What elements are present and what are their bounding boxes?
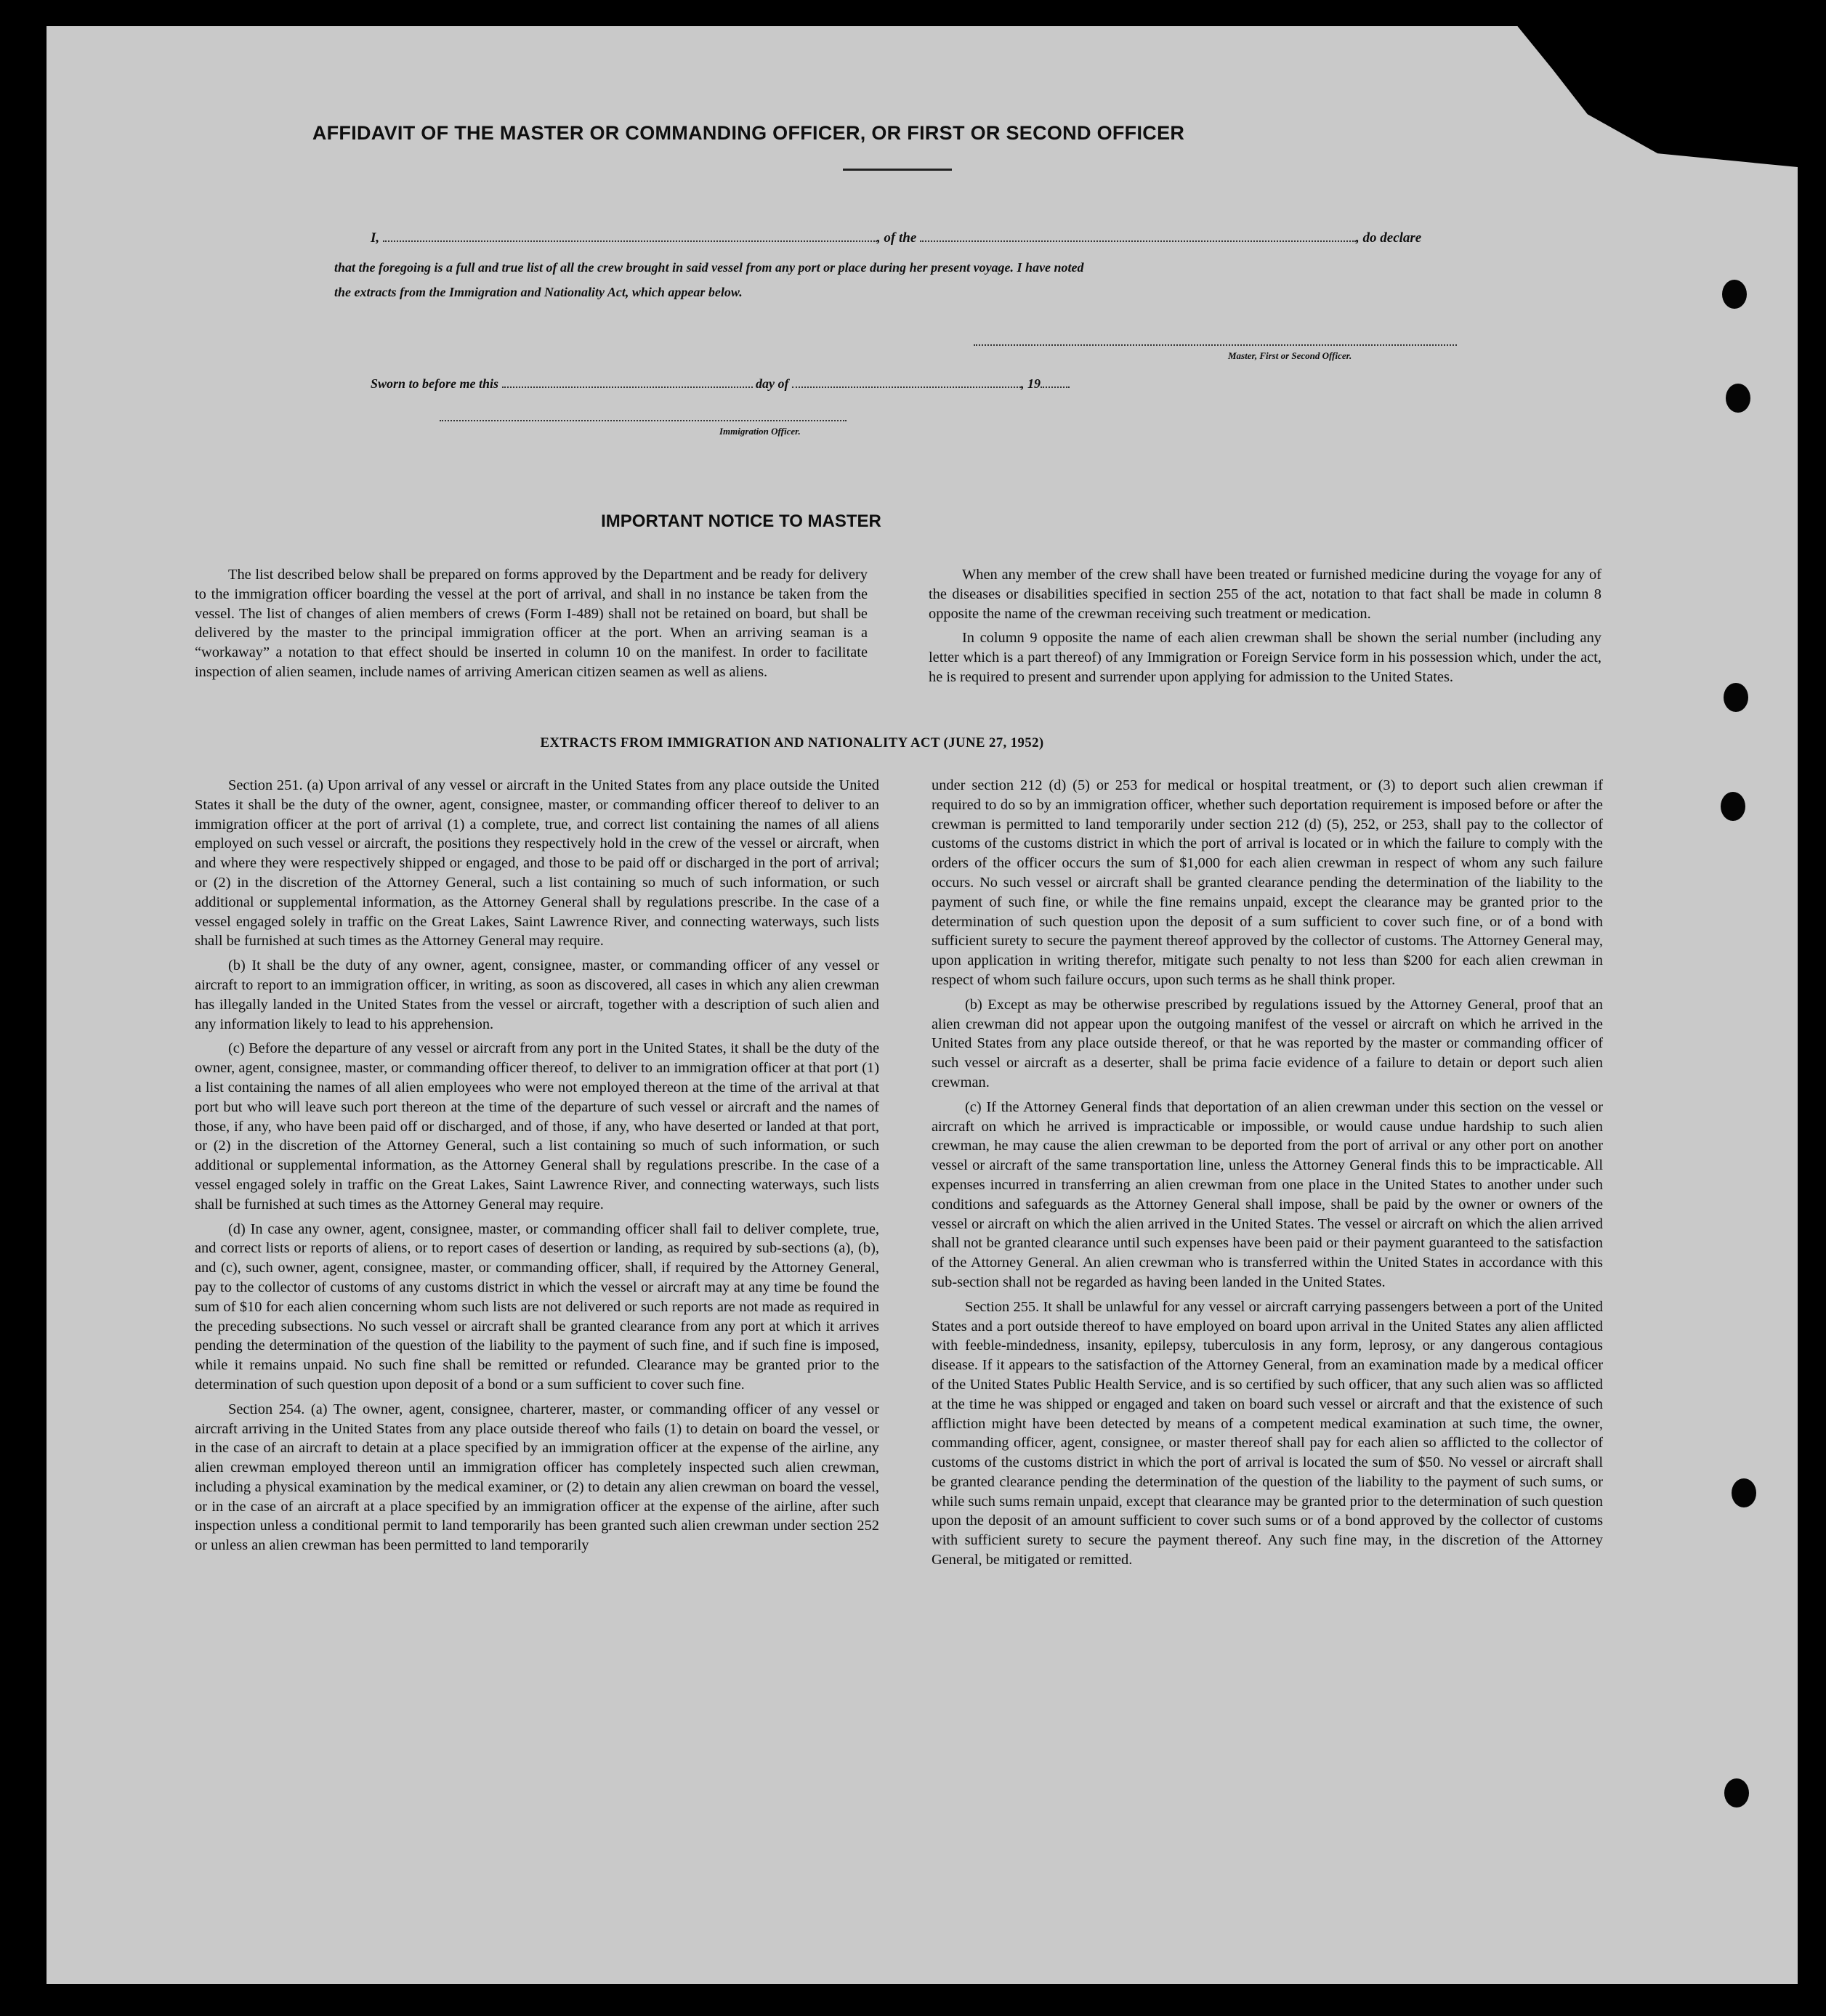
sworn-month-field[interactable] xyxy=(792,372,1021,388)
do-declare-label: , do declare xyxy=(1356,230,1422,246)
punch-hole xyxy=(1722,280,1747,309)
extracts-title: EXTRACTS FROM IMMIGRATION AND NATIONALITY ACT (JUNE 27, 1952) xyxy=(540,735,1044,750)
section-251a: Section 251. (a) Upon arrival of any vessel or aircraft in the United States from any place outside the United States it shall be the duty of the owner, agent, consignee, master, or commanding officer thereof to deliver to an immigration officer at the port of arrival (1) a complete, true, and correct list containing the names of all aliens employed on such vessel or aircraft, the positions they respectively hold in the crew of the vessel or aircraft, when and where they were respectively shipped or engaged, and those to be paid off or discharged in the port of arrival; or (2) in the discretion of the Attorney General, such a list containing so much of such information, or such additional or supplemental information, as the Attorney General shall by regulations prescribe. In the case of a vessel engaged solely in traffic on the Great Lakes, Saint Lawrence River, and connecting waterways, such lists shall be furnished at such times as the Attorney General may require. xyxy=(195,777,879,950)
notice-paragraph: In column 9 opposite the name of each alien crewman shall be shown the serial number (including any letter which is a part thereof) of any Immigration or Foreign Service form in his possession which, under the act, he is required to present and surrender upon applying for admission to the United States. xyxy=(929,630,1601,685)
notice-right-column xyxy=(929,565,1601,692)
extracts-left-column xyxy=(195,776,879,1560)
notice-paragraph: The list described below shall be prepared on forms approved by the Department and be ready for delivery to the immigration officer boarding the vessel at the port of arrival, and shall in no instance be taken from the vessel. The list of changes of alien members of crews (Form I-489) shall not be retained on board, but shall be delivered by the master to the principal immigration officer at the port. When an arriving seaman is a “workaway” a notation to that effect should be inserted in column 10 on the manifest. In order to facilitate inspection of alien seamen, include names of arriving American citizen seamen as well as aliens. xyxy=(195,567,868,680)
section-251b: (b) It shall be the duty of any owner, agent, consignee, master, or commanding officer of any vessel or aircraft to report to an immigration officer, in writing, as soon as discovered, all cases in which any alien crewman has illegally landed in the United States from the vessel or aircraft, together with a description of such alien and any information likely to lead to his apprehension. xyxy=(195,958,879,1032)
affidavit-title: AFFIDAVIT OF THE MASTER OR COMMANDING OFFICER, OR FIRST OR SECOND OFFICER xyxy=(312,122,1185,144)
section-254a: Section 254. (a) The owner, agent, consignee, charterer, master, or commanding officer of any vessel or aircraft arriving in the United States from any place outside thereof who fails (1) to detain on board the vessel, or in the case of an aircraft to detain at a place specified by an immigration officer at the expense of the airline, any alien crewman employed thereon until an immigration officer has completely inspected such alien crewman, including a physical examination by the medical examiner, or (2) to detain any alien crewman on board the vessel, or in the case of an aircraft at a place specified by an immigration officer at the expense of the airline, after such inspection unless a conditional permit to land temporarily has been granted such alien crewman under section 252 or unless an alien crewman has been permitted to land temporarily xyxy=(195,1401,879,1554)
master-signature-line[interactable] xyxy=(974,344,1457,346)
punch-hole xyxy=(1732,1478,1756,1507)
section-255: Section 255. It shall be unlawful for any vessel or aircraft carrying passengers between a port of the United States and a port outside thereof to have employed on board upon arrival in the United States any alien afflicted with feeble-mindedness, insanity, epilepsy, tuberculosis in any form, leprosy, or any dangerous contagious disease. If it appears to the satisfaction of the Attorney General, from an examination made by a medical officer of the United States Public Health Service, and is so certified by such officer, that any such alien was so afflicted at the time he was shipped or engaged and taken on board such vessel or aircraft and that the existence of such affliction might have been detected by means of a competent medical examination at such time, the owner, commanding officer, agent, consignee, or master thereof shall pay for each alien so afflicted to the collector of customs of the customs district in which the port of arrival is located the sum of $50. No vessel or aircraft shall be granted clearance pending the determination of the question of the liability to the payment of such sums, or while such sums remain unpaid, except that clearance may be granted prior to the determination of such question upon the deposit of an amount sufficient to cover such sums or of a bond approved by the collector of customs with sufficient surety to secure the payment thereof. Any such fine may, in the discretion of the Attorney General, be mitigated or remitted. xyxy=(932,1298,1603,1568)
master-label: Master, First or Second Officer. xyxy=(1228,350,1352,361)
extracts-right-column xyxy=(932,776,1603,1575)
i-label: I, xyxy=(371,230,380,246)
notice-title: IMPORTANT NOTICE TO MASTER xyxy=(601,511,881,531)
sworn-day-field[interactable] xyxy=(502,372,753,388)
immigration-officer-label: Immigration Officer. xyxy=(719,426,801,437)
declaration-text-2: the extracts from the Immigration and Nationality Act, which appear below. xyxy=(334,285,743,299)
notice-paragraph: When any member of the crew shall have been treated or furnished medicine during the voyage for any of the diseases or disabilities specified in section 255 of the act, notation to that fact shall be made in column 8 opposite the name of the crewman receiving such treatment or medication. xyxy=(929,567,1601,622)
punch-hole xyxy=(1726,384,1750,413)
section-251c: (c) Before the departure of any vessel or aircraft from any port in the United States, it shall be the duty of the owner, agent, consignee, master, or commanding officer thereof, to deliver to an immigration officer at that port (1) a list containing the names of all alien employees who were not employed thereon at the time of the arrival at that port but who will leave such port thereon at the time of the departure of such vessel or aircraft and the names of those, if any, who have been paid off or discharged, and of those, if any, who have deserted or landed at that port, or (2) in the discretion of the Attorney General, such a list containing so much of such information, or such additional or supplemental information, as the Attorney General shall by regulations prescribe. In the case of a vessel engaged solely in traffic on the Great Lakes, Saint Lawrence River, and connecting waterways, such lists shall be furnished at such times as the Attorney General may require. xyxy=(195,1040,879,1213)
vessel-name-field[interactable] xyxy=(920,226,1356,242)
declaration-name-line xyxy=(371,225,1461,251)
immigration-officer-signature-line[interactable] xyxy=(440,420,847,421)
day-of-label: day of xyxy=(756,376,789,391)
sworn-year-field[interactable] xyxy=(1041,372,1070,388)
section-254c: (c) If the Attorney General finds that deportation of an alien crewman under this section on the vessel or aircraft on which he arrived is impracticable or impossible, or would cause undue hardship to such alien crewman, he may cause the alien crewman to be deported from the port of arrival or any other port on another vessel or aircraft of the same transportation line, unless the Attorney General finds this to be impracticable. All expenses incurred in transferring an alien crewman from one place in the United States to another under such conditions and safeguards as the Attorney General shall impose, shall be paid by the owner or owners of the vessel or aircraft on which the alien arrived in the United States. The vessel or aircraft on which the alien arrived shall not be granted clearance until such expenses have been paid or their payment guaranteed to the satisfaction of the Attorney General. An alien crewman who is transferred within the United States in accordance with this sub-section shall not be regarded as having been landed in the United States. xyxy=(932,1098,1603,1290)
punch-hole xyxy=(1724,683,1748,712)
punch-hole xyxy=(1721,792,1745,821)
section-251d: (d) In case any owner, agent, consignee, master, or commanding officer shall fail to deliver complete, true, and correct lists or reports of aliens, or to report cases of desertion or landing, as required by sub-sections (a), (b), and (c), such owner, agent, consignee, master, or commanding officer, shall, if required by the Attorney General, pay to the collector of customs of any customs district in which the vessel or aircraft may at any time be found the sum of $10 for each alien concerning whom such lists are not delivered or such reports are not made as required in the preceding subsections. No such vessel or aircraft shall be granted clearance from any port at which it arrives pending the determination of the question of the liability to the payment of such fine, and if such fine is imposed, while it remains unpaid. No such fine shall be remitted or refunded. Clearance may be granted prior to the determination of such question upon deposit of a bond or a sum sufficient to cover such fine. xyxy=(195,1220,879,1393)
notice-left-column xyxy=(195,565,868,687)
section-254a-continued: under section 212 (d) (5) or 253 for medical or hospital treatment, or (3) to deport such alien crewman if required to do so by an immigration officer, whether such deportation requirement is imposed before or after the crewman is permitted to land temporarily under section 212 (d) (5), 252, or 253, shall pay to the collector of customs of the customs district in which the port of arrival is located or in which the failure to comply with the orders of the officer occurs the sum of $1,000 for each alien crewman in respect of whom any such failure occurs. No such vessel or aircraft shall be granted clearance pending the determination of the liability to the payment of such fine, or while the fine remains unpaid, except the clearance may be granted prior to the determination of such question upon the deposit of a sum sufficient to cover such fine, or of a bond with sufficient surety to secure the payment thereof approved by the collector of customs. The Attorney General may, upon application in writing therefor, mitigate such penalty to not less than $200 for each alien crewman in respect of whom such failure occurs, upon such terms as he shall think proper. xyxy=(932,777,1603,988)
section-254b: (b) Except as may be otherwise prescribed by regulations issued by the Attorney General, proof that an alien crewman did not appear upon the outgoing manifest of the vessel or aircraft on which he arrived in the United States from any place outside thereof, or that he was reported by the master or commanding officer of such vessel or aircraft as a deserter, shall be prima facie evidence of a failure to detain or deport such alien crewman. xyxy=(932,996,1603,1090)
officer-name-field[interactable] xyxy=(383,226,877,242)
of-the-label: , of the xyxy=(876,230,917,246)
title-underline xyxy=(843,169,952,171)
year-label: , 19 xyxy=(1021,376,1041,391)
sworn-label: Sworn to before me this xyxy=(371,376,499,391)
punch-hole xyxy=(1724,1778,1749,1807)
sworn-line xyxy=(371,371,1243,397)
declaration-text-1: that the foregoing is a full and true list of all the crew brought in said vessel from any port or place during her present voyage. I have noted xyxy=(334,260,1084,275)
